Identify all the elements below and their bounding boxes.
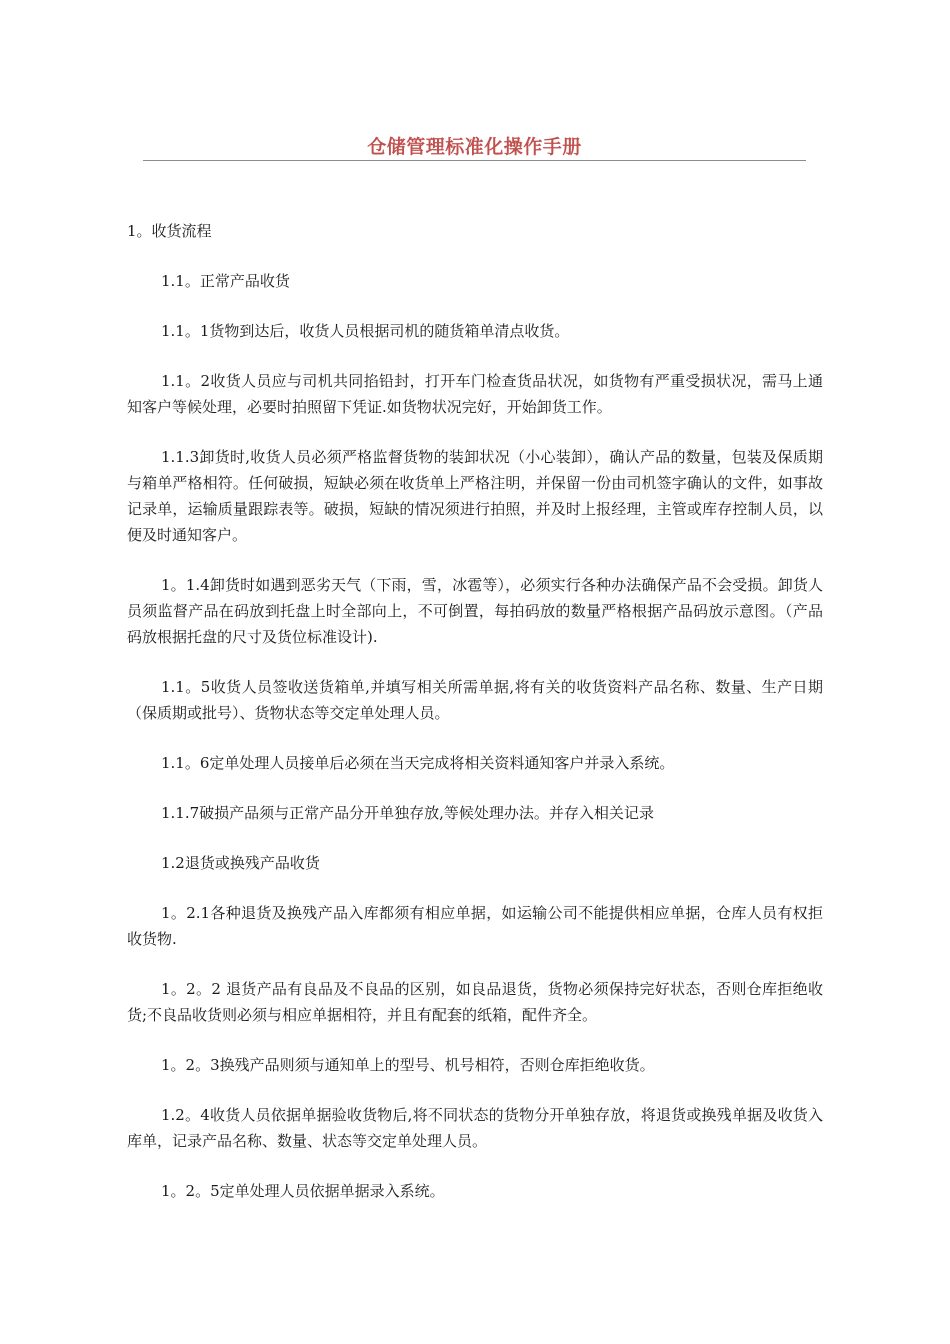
document-title: 仓储管理标准化操作手册 <box>367 136 582 158</box>
paragraph-1-1-2: 1.1。2收货人员应与司机共同掐铅封，打开车门检查货品状况，如货物有严重受损状况，需马上通知客户等候处理，必要时拍照留下凭证.如货物状况完好，开始卸货工作。 <box>127 372 823 416</box>
paragraph-1-1-4: 1。1.4卸货时如遇到恶劣天气（下雨，雪，冰雹等），必须实行各种办法确保产品不会受损。卸货人员须监督产品在码放到托盘上时全部向上，不可倒置，每拍码放的数量严格根据产品码放示意图。（产品码放根据托盘的尺寸及货位标准设计). <box>127 576 823 646</box>
paragraph-1-2-3: 1。2。3换残产品则须与通知单上的型号、机号相符，否则仓库拒绝收货。 <box>161 1056 655 1074</box>
paragraph-1-2-1: 1。2.1各种退货及换残产品入库都须有相应单据，如运输公司不能提供相应单据，仓库人员有权拒收货物. <box>127 904 823 948</box>
paragraph-1-2-4: 1.2。4收货人员依据单据验收货物后,将不同状态的货物分开单独存放，将退货或换残单据及收货入库单，记录产品名称、数量、状态等交定单处理人员。 <box>127 1106 823 1150</box>
subsection-heading-returns-receiving: 1.2退货或换残产品收货 <box>161 854 320 872</box>
subsection-heading-normal-receiving: 1.1。正常产品收货 <box>161 272 290 290</box>
title-underline <box>143 160 806 161</box>
paragraph-1-1-1: 1.1。1货物到达后，收货人员根据司机的随货箱单清点收货。 <box>161 322 570 340</box>
paragraph-1-1-7: 1.1.7破损产品须与正常产品分开单独存放,等候处理办法。并存入相关记录 <box>161 804 654 822</box>
document-body <box>127 218 823 1228</box>
paragraph-1-1-3: 1.1.3卸货时,收货人员必须严格监督货物的装卸状况（小心装卸），确认产品的数量，包装及保质期与箱单严格相符。任何破损，短缺必须在收货单上严格注明，并保留一份由司机签字确认的文件，如事故记录单，运输质量跟踪表等。破损，短缺的情况须进行拍照，并及时上报经理，主管或库存控制人员，以便及时通知客户。 <box>127 448 823 544</box>
paragraph-1-1-5: 1.1。5收货人员签收送货箱单,并填写相关所需单据,将有关的收货资料产品名称、数量、生产日期（保质期或批号）、货物状态等交定单处理人员。 <box>127 678 823 722</box>
paragraph-1-2-5: 1。2。5定单处理人员依据单据录入系统。 <box>161 1182 445 1200</box>
paragraph-1-1-6: 1.1。6定单处理人员接单后必须在当天完成将相关资料通知客户并录入系统。 <box>161 754 675 772</box>
paragraph-1-2-2: 1。2。2 退货产品有良品及不良品的区别，如良品退货，货物必须保持完好状态，否则仓库拒绝收货;不良品收货则必须与相应单据相符，并且有配套的纸箱，配件齐全。 <box>127 980 823 1024</box>
section-heading-receiving: 1。收货流程 <box>127 222 212 240</box>
